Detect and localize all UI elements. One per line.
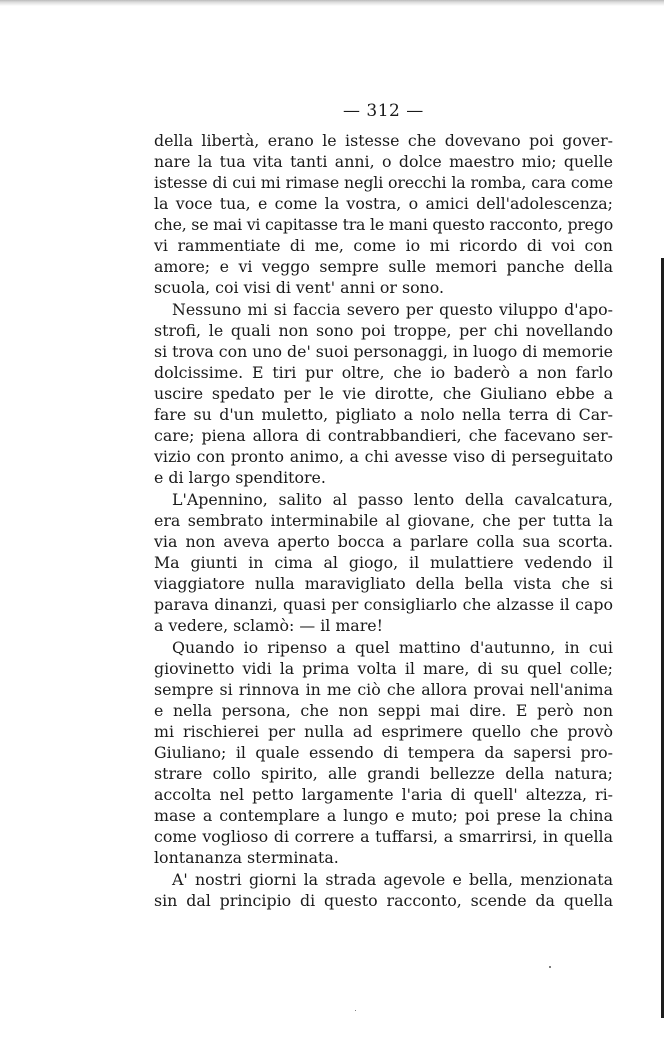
text-line: mase a contemplare a lungo e muto; poi prese la china [154,806,613,825]
text-line: come voglioso di correre a tuffarsi, a smarrirsi, in quella [154,827,613,846]
text-line: sin dal principio di questo racconto, scende da quella [154,891,613,910]
text-line: Giuliano; il quale essendo di tempera da sapersi pro- [154,743,613,762]
text-line: Nessuno mi si faccia severo per questo viluppo d'apo- [172,300,613,319]
text-line: e nella persona, che non seppi mai dire. E però non [154,701,613,720]
text-line: uscire spedato per le vie dirotte, che Giuliano ebbe a [154,384,613,403]
text-line: L'Apennino, salito al passo lento della cavalcatura, [172,490,613,509]
text-line: nare la tua vita tanti anni, o dolce maestro mio; quelle [154,152,613,171]
text-line: a vedere, sclamò: — il mare! [154,616,383,635]
text-line: mi rischierei per nulla ad esprimere quello che provò [154,722,613,741]
text-line: scuola, coi visi di vent' anni or sono. [154,278,445,297]
text-line: Quando io ripenso a quel mattino d'autunno, in cui [172,638,613,657]
text-line: parava dinanzi, quasi per consigliarlo che alzasse il capo [154,595,613,614]
text-line: che, se mai vi capitasse tra le mani questo racconto, prego [154,215,613,234]
text-line: strofi, le quali non sono poi troppe, per chi novellando [154,321,613,340]
text-line: era sembrato interminabile al giovane, che per tutta la [154,511,613,530]
scan-speck [355,1010,356,1011]
text-line: lontananza sterminata. [154,848,339,867]
text-line: A' nostri giorni la strada agevole e bella, menzionata [172,870,613,889]
text-line: istesse di cui mi rimase negli orecchi la romba, cara come [154,173,613,192]
text-line: giovinetto vidi la prima volta il mare, di su quel colle; [154,659,613,678]
scan-top-edge [0,0,664,6]
text-line: dolcissime. E tiri pur oltre, che io baderò a non farlo [154,363,613,382]
text-line: la voce tua, e come la vostra, o amici dell'adolescenza; [154,194,613,213]
text-line: vi rammentiate di me, come io mi ricordo di voi con [154,236,613,255]
text-line: care; piena allora di contrabbandieri, che facevano ser- [154,426,613,445]
text-line: e di largo spenditore. [154,468,326,487]
text-line: accolta nel petto largamente l'aria di quell' altezza, ri- [154,785,613,804]
text-line: fare su d'un muletto, pigliato a nolo nella terra di Car- [154,405,613,424]
text-line: strare collo spirito, alle grandi bellezze della natura; [154,764,613,783]
text-line: viaggiatore nulla maravigliato della bella vista che si [154,574,613,593]
text-line: Ma giunti in cima al giogo, il mulattiere vedendo il [154,553,613,572]
text-line: si trova con uno de' suoi personaggi, in luogo di memorie [154,342,613,361]
text-line: via non aveva aperto bocca a parlare colla sua scorta. [154,532,613,551]
text-line: vizio con pronto animo, a chi avesse viso di perseguitato [154,447,613,466]
text-line: della libertà, erano le istesse che dovevano poi gover- [154,131,613,150]
text-line: sempre si rinnova in me ciò che allora provai nell'anima [154,680,613,699]
text-line: amore; e vi veggo sempre sulle memori panche della [154,257,613,276]
scan-speck [549,966,551,968]
page-number: — 312 — [343,101,424,121]
